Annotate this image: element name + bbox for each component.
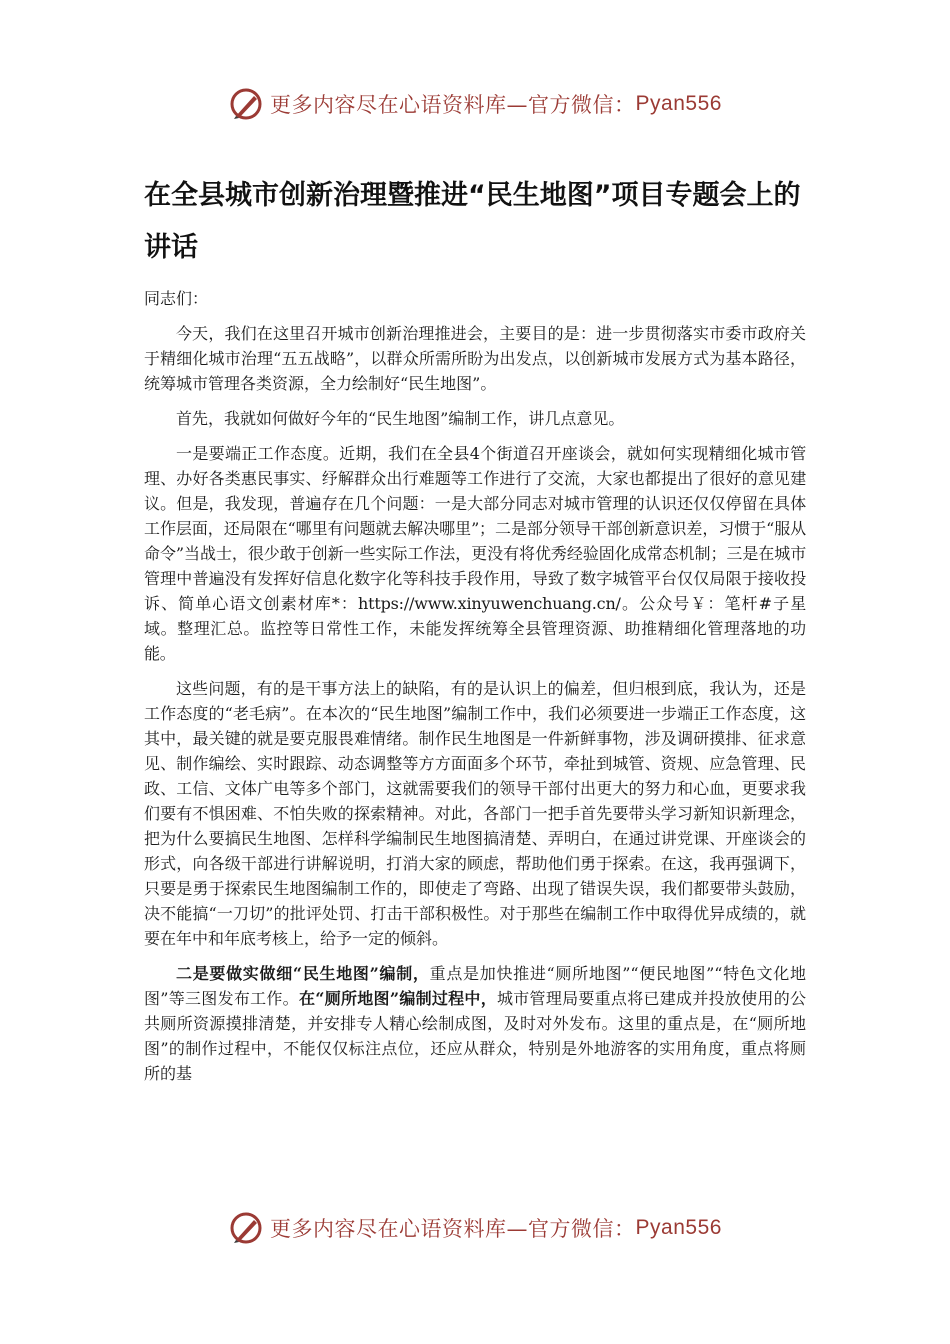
paragraph-1: 今天，我们在这里召开城市创新治理推进会，主要目的是：进一步贯彻落实市委市政府关于精细化城市治理“五五战略”，以群众所需所盼为出发点，以创新城市发展方式为基本路径，统筹城市管理各类资源，全力绘制好“民生地图”。: [144, 324, 806, 393]
banner-wechat-id: Pyan556: [635, 92, 722, 115]
banner-wechat-id: Pyan556: [635, 1216, 722, 1239]
paragraph-4: 这些问题，有的是干事方法上的缺陷，有的是认识上的偏差，但归根到底，我认为，还是工作态度的“老毛病”。在本次的“民生地图”编制工作中，我们必须要进一步端正工作态度，这其中，最关键的就是要克服畏难情绪。制作民生地图是一件新鲜事物，涉及调研摸排、征求意见、制作编绘、实时跟踪、动态调整等方方面面多个环节，牵扯到城管、资规、应急管理、民政、工信、文体广电等多个部门，这就需要我们的领导干部付出更大的努力和心血，更要求我们要有不惧困难、不怕失败的探索精神。对此，各部门一把手首先要带头学习新知识新理念，把为什么要搞民生地图、怎样科学编制民生地图搞清楚、弄明白，在通过讲党课、开座谈会的形式，向各级干部进行讲解说明，打消大家的顾虑，帮助他们勇于探索。在这，我再强调下，只要是勇于探索民生地图编制工作的，即使走了弯路、出现了错误失误，我们都要带头鼓励，决不能搞“一刀切”的批评处罚、打击干部积极性。对于那些在编制工作中取得优异成绩的，就要在年中和年底考核上，给予一定的倾斜。: [144, 679, 806, 948]
banner-text: 更多内容尽在心语资料库—官方微信：: [270, 93, 636, 117]
salutation: 同志们：: [144, 289, 209, 308]
banner-text: 更多内容尽在心语资料库—官方微信：: [270, 1217, 636, 1241]
document-body: [144, 170, 806, 1096]
paragraph-5-text-2: 城市管理局要重点将已建成并投放使用的公共厕所资源摸排清楚，并安排专人精心绘制成图，及时对外发布。这里的重点是，在“厕所地图”的制作过程中，不能仅仅标注点位，还应从群众，特别是外地游客的实用角度，重点将厕所的基: [144, 989, 806, 1083]
pen-logo-icon: [228, 86, 264, 122]
paragraph-5: [144, 961, 806, 1086]
paragraph-5-text-1: 重点是加快推进“厕所地图”“便民地图”“特色文化地图”等三图发布工作。: [144, 964, 806, 1008]
paragraph-2: 首先，我就如何做好今年的“民生地图”编制工作，讲几点意见。: [176, 409, 625, 428]
paragraph-5-subheading: 在“厕所地图”编制过程中，: [298, 989, 497, 1008]
header-watermark-banner: [0, 82, 950, 126]
footer-watermark-banner: [0, 1206, 950, 1250]
paragraph-5-heading: 二是要做实做细“民生地图”编制，: [176, 964, 430, 983]
pen-logo-icon: [228, 1210, 264, 1246]
document-title: 在全县城市创新治理暨推进“民生地图”项目专题会上的讲话: [144, 180, 801, 263]
paragraph-3: 一是要端正工作态度。近期，我们在全县4个街道召开座谈会，就如何实现精细化城市管理、办好各类惠民事实、纾解群众出行难题等工作进行了交流，大家也都提出了很好的意见建议。但是，我发现，普遍存在几个问题：一是大部分同志对城市管理的认识还仅仅停留在具体工作层面，还局限在“哪里有问题就去解决哪里”；二是部分领导干部创新意识差，习惯于“服从命令”当战士，很少敢于创新一些实际工作法，更没有将优秀经验固化成常态机制；三是在城市管理中普遍没有发挥好信息化数字化等科技手段作用，导致了数字城管平台仅仅局限于接收投诉、简单心语文创素材库*：https://www.xinyuwenchuang.cn/。公众号￥：笔杆#子星域。整理汇总。监控等日常性工作，未能发挥统筹全县管理资源、助推精细化管理落地的功能。: [144, 444, 806, 663]
